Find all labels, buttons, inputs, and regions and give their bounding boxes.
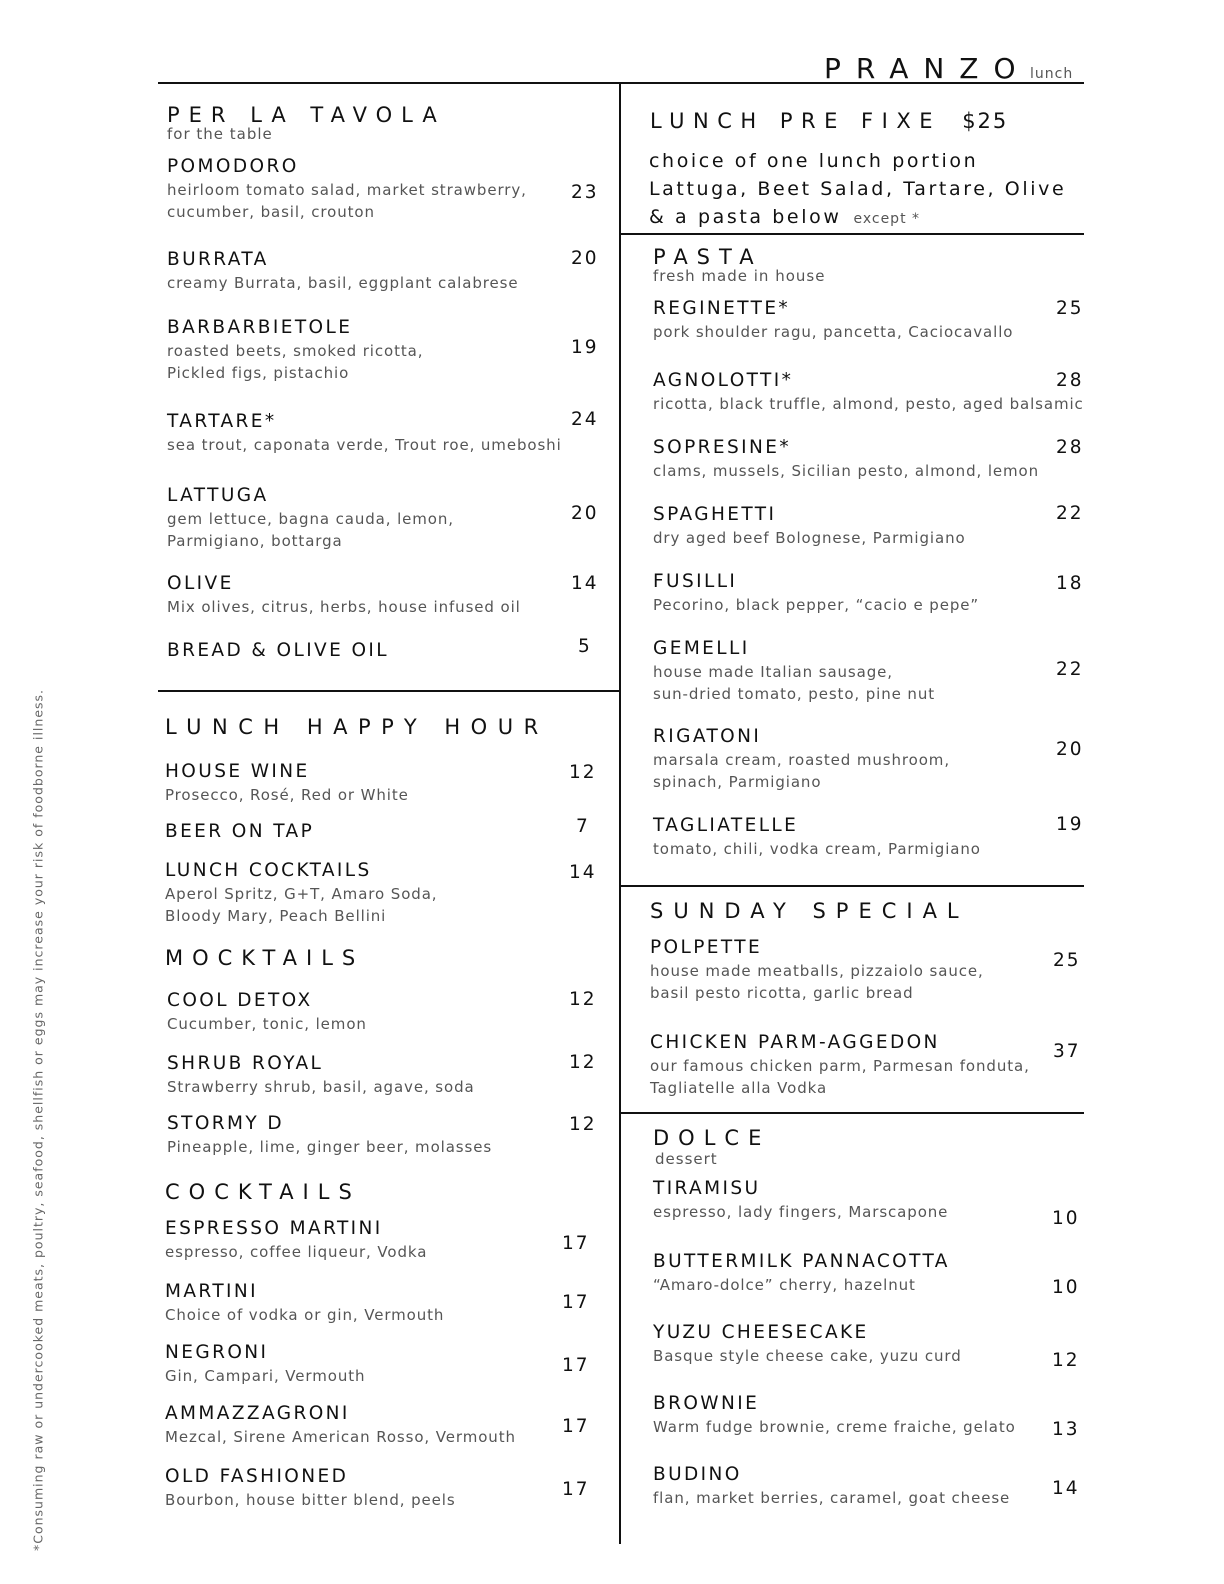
item-desc: dry aged beef Bolognese, Parmigiano (653, 529, 966, 547)
item-price: 22 (1056, 503, 1084, 524)
item-desc: Prosecco, Rosé, Red or White (165, 786, 409, 804)
item-name: AMMAZZAGRONI (165, 1403, 350, 1424)
item-price: 18 (1056, 573, 1084, 594)
item-price: 25 (1056, 298, 1084, 319)
section-subtitle-pasta: fresh made in house (653, 267, 826, 285)
item-name: BARBARBIETOLE (167, 317, 353, 338)
item-desc: ricotta, black truffle, almond, pesto, aged balsamic (653, 395, 1084, 413)
prefix-except-note: except * (853, 211, 921, 227)
item-name: LUNCH COCKTAILS (165, 860, 372, 881)
menu-item-lunch-cocktails (165, 859, 605, 927)
item-desc: Cucumber, tonic, lemon (167, 1015, 367, 1033)
menu-item-ammazzagroni (165, 1402, 605, 1448)
menu-item-budino (653, 1463, 1073, 1509)
item-price: 25 (1053, 950, 1081, 971)
item-name: OLD FASHIONED (165, 1466, 349, 1487)
item-name: SOPRESINE* (653, 437, 791, 458)
item-desc: Gin, Campari, Vermouth (165, 1367, 366, 1385)
item-name: HOUSE WINE (165, 761, 310, 782)
section-title-dolce: DOLCE (653, 1126, 771, 1150)
menu-item-gemelli (653, 637, 1073, 705)
item-name: BREAD & OLIVE OIL (167, 640, 389, 661)
section-title-cocktails: COCKTAILS (165, 1180, 361, 1204)
menu-item-sopresine (653, 436, 1073, 482)
item-price: 14 (571, 573, 599, 594)
item-name: YUZU CHEESECAKE (653, 1322, 869, 1343)
rule-right-prefix (620, 233, 1084, 235)
item-name: REGINETTE* (653, 298, 791, 319)
item-desc: Pineapple, lime, ginger beer, molasses (167, 1138, 493, 1156)
menu-item-reginette (653, 297, 1073, 343)
item-desc: espresso, lady fingers, Marscapone (653, 1203, 949, 1221)
menu-item-burrata (167, 248, 607, 294)
item-name: TAGLIATELLE (653, 815, 799, 836)
section-subtitle-dolce: dessert (655, 1150, 718, 1168)
section-subtitle-per-la-tavola: for the table (167, 125, 273, 143)
item-desc: espresso, coffee liqueur, Vodka (165, 1243, 428, 1261)
item-desc: Strawberry shrub, basil, agave, soda (167, 1078, 475, 1096)
item-desc: Warm fudge brownie, creme fraiche, gelato (653, 1418, 1016, 1436)
item-price: 7 (576, 816, 590, 837)
item-desc: Tagliatelle alla Vodka (650, 1079, 828, 1097)
item-name: TARTARE* (167, 411, 277, 432)
menu-item-tagliatelle (653, 814, 1073, 860)
item-price: 10 (1052, 1208, 1080, 1229)
item-desc: Mix olives, citrus, herbs, house infused oil (167, 598, 521, 616)
section-title-mocktails: MOCKTAILS (165, 946, 365, 970)
item-price: 19 (571, 337, 599, 358)
item-name: COOL DETOX (167, 990, 313, 1011)
item-price: 20 (571, 248, 599, 269)
item-desc: cucumber, basil, crouton (167, 203, 375, 221)
item-name: MARTINI (165, 1281, 258, 1302)
item-desc: Choice of vodka or gin, Vermouth (165, 1306, 445, 1324)
item-name: STORMY D (167, 1113, 285, 1134)
menu-item-spaghetti (653, 503, 1073, 549)
menu-item-fusilli (653, 570, 1073, 616)
item-price: 12 (569, 1114, 597, 1135)
item-price: 17 (562, 1479, 590, 1500)
item-price: 13 (1052, 1419, 1080, 1440)
item-name: POLPETTE (650, 937, 763, 958)
rule-left-tavola (158, 690, 620, 692)
menu-item-cool-detox (167, 989, 607, 1035)
menu-item-pomodoro (167, 155, 607, 223)
item-price: 17 (562, 1292, 590, 1313)
item-desc: creamy Burrata, basil, eggplant calabrese (167, 274, 519, 292)
item-price: 12 (569, 989, 597, 1010)
item-name: BUTTERMILK PANNACOTTA (653, 1251, 950, 1272)
prefix-line-3 (649, 203, 920, 233)
item-price: 28 (1056, 370, 1084, 391)
item-desc: “Amaro-dolce” cherry, hazelnut (653, 1276, 916, 1294)
menu-item-chicken-parm-aggedon (650, 1031, 1070, 1099)
page-title: PRANZO (824, 52, 1031, 85)
item-name: BEER ON TAP (165, 821, 315, 842)
menu-item-barbarbietole (167, 316, 607, 384)
menu-item-house-wine (165, 760, 605, 806)
item-name: CHICKEN PARM-AGGEDON (650, 1032, 940, 1053)
item-desc: our famous chicken parm, Parmesan fonduta, (650, 1057, 1030, 1075)
item-desc: Aperol Spritz, G+T, Amaro Soda, (165, 885, 438, 903)
item-desc: Mezcal, Sirene American Rosso, Vermouth (165, 1428, 516, 1446)
item-name: LATTUGA (167, 485, 269, 506)
item-price: 17 (562, 1416, 590, 1437)
rule-right-pasta (620, 885, 1084, 887)
item-desc: Pecorino, black pepper, “cacio e pepe” (653, 596, 980, 614)
menu-item-stormy-d (167, 1112, 607, 1158)
section-title-lunch-happy-hour: LUNCH HAPPY HOUR (165, 715, 549, 739)
menu-item-beer-on-tap (165, 820, 605, 844)
item-desc: spinach, Parmigiano (653, 773, 822, 791)
item-price: 28 (1056, 437, 1084, 458)
menu-item-olive (167, 572, 607, 618)
item-price: 14 (569, 862, 597, 883)
item-name: GEMELLI (653, 638, 750, 659)
prefix-title: LUNCH PRE FIXE (650, 109, 941, 133)
item-desc: house made Italian sausage, (653, 663, 893, 681)
item-desc: roasted beets, smoked ricotta, (167, 342, 424, 360)
item-name: RIGATONI (653, 726, 762, 747)
item-price: 12 (569, 762, 597, 783)
menu-item-martini (165, 1280, 605, 1326)
prefix-heading (650, 108, 1008, 134)
item-price: 17 (562, 1233, 590, 1254)
item-price: 12 (1052, 1350, 1080, 1371)
item-desc: house made meatballs, pizzaiolo sauce, (650, 962, 984, 980)
item-desc: Bloody Mary, Peach Bellini (165, 907, 387, 925)
item-price: 24 (571, 409, 599, 430)
section-title-pasta: PASTA (653, 245, 763, 269)
item-desc: tomato, chili, vodka cream, Parmigiano (653, 840, 981, 858)
item-name: TIRAMISU (653, 1178, 761, 1199)
item-price: 10 (1052, 1277, 1080, 1298)
column-divider (619, 82, 621, 1544)
item-desc: basil pesto ricotta, garlic bread (650, 984, 914, 1002)
item-desc: Bourbon, house bitter blend, peels (165, 1491, 456, 1509)
item-name: BURRATA (167, 249, 269, 270)
item-desc: marsala cream, roasted mushroom, (653, 751, 950, 769)
foodborne-disclaimer: *Consuming raw or undercooked meats, poultry, seafood, shellfish or eggs may increase your risk of foodborne illness. (30, 688, 46, 1552)
item-price: 23 (571, 182, 599, 203)
menu-item-yuzu-cheesecake (653, 1321, 1073, 1367)
menu-item-rigatoni (653, 725, 1073, 793)
menu-item-negroni (165, 1341, 605, 1387)
item-desc: clams, mussels, Sicilian pesto, almond, lemon (653, 462, 1040, 480)
rule-right-sunday (620, 1112, 1084, 1114)
item-name: AGNOLOTTI* (653, 370, 794, 391)
item-desc: flan, market berries, caramel, goat cheese (653, 1489, 1011, 1507)
item-price: 5 (578, 636, 592, 657)
menu-item-tiramisu (653, 1177, 1073, 1223)
item-name: OLIVE (167, 573, 234, 594)
item-desc: Basque style cheese cake, yuzu curd (653, 1347, 962, 1365)
item-name: SPAGHETTI (653, 504, 777, 525)
item-desc: Pickled figs, pistachio (167, 364, 350, 382)
item-name: BROWNIE (653, 1393, 760, 1414)
menu-item-polpette (650, 936, 1070, 1004)
prefix-line-1: choice of one lunch portion (649, 150, 979, 172)
item-name: SHRUB ROYAL (167, 1053, 324, 1074)
item-desc: sea trout, caponata verde, Trout roe, umeboshi (167, 436, 562, 454)
item-name: FUSILLI (653, 571, 738, 592)
item-price: 12 (569, 1052, 597, 1073)
menu-item-bread-olive-oil (167, 639, 607, 663)
item-price: 37 (1053, 1041, 1081, 1062)
item-desc: heirloom tomato salad, market strawberry, (167, 181, 527, 199)
item-desc: Parmigiano, bottarga (167, 532, 343, 550)
section-title-per-la-tavola: PER LA TAVOLA (167, 103, 446, 127)
menu-item-old-fashioned (165, 1465, 605, 1511)
item-price: 20 (1056, 739, 1084, 760)
item-price: 19 (1056, 814, 1084, 835)
item-name: POMODORO (167, 156, 299, 177)
page-subtitle: lunch (1030, 66, 1074, 82)
section-title-sunday-special: SUNDAY SPECIAL (650, 899, 969, 923)
item-name: ESPRESSO MARTINI (165, 1218, 383, 1239)
item-desc: pork shoulder ragu, pancetta, Caciocavallo (653, 323, 1014, 341)
item-name: BUDINO (653, 1464, 742, 1485)
menu-item-lattuga (167, 484, 607, 552)
item-price: 20 (571, 503, 599, 524)
item-price: 14 (1052, 1478, 1080, 1499)
item-price: 22 (1056, 659, 1084, 680)
menu-item-agnolotti (653, 369, 1084, 415)
menu-item-shrub-royal (167, 1052, 607, 1098)
prefix-line-3-text: & a pasta below (649, 206, 842, 228)
menu-item-tartare (167, 410, 607, 456)
item-desc: sun-dried tomato, pesto, pine nut (653, 685, 936, 703)
item-desc: gem lettuce, bagna cauda, lemon, (167, 510, 454, 528)
item-price: 17 (562, 1355, 590, 1376)
item-name: NEGRONI (165, 1342, 269, 1363)
menu-item-brownie (653, 1392, 1073, 1438)
menu-item-espresso-martini (165, 1217, 605, 1263)
prefix-price: $25 (962, 109, 1009, 133)
menu-item-buttermilk-pannacotta (653, 1250, 1073, 1296)
prefix-line-2: Lattuga, Beet Salad, Tartare, Olive (649, 178, 1067, 200)
